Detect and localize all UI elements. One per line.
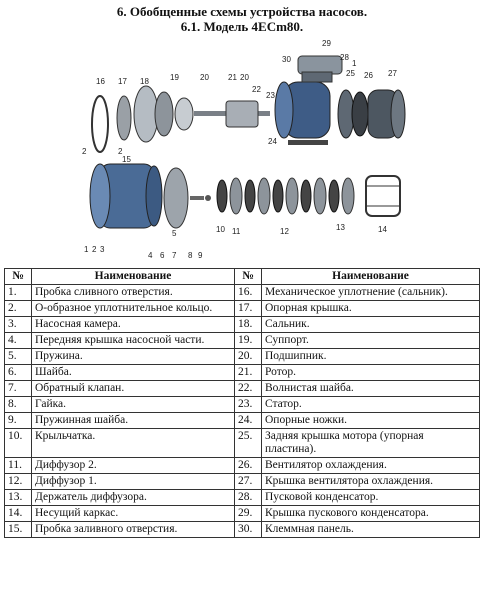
table-row: 6. Шайба. 21. Ротор.: [5, 365, 480, 381]
table-row: 4. Передняя крышка насосной части. 19. Суппорт.: [5, 333, 480, 349]
svg-text:30: 30: [282, 55, 291, 64]
svg-text:22: 22: [252, 85, 261, 94]
table-row: 7. Обратный клапан. 22. Волнистая шайба.: [5, 381, 480, 397]
table-header-row: [5, 269, 480, 285]
svg-text:2: 2: [118, 147, 123, 156]
svg-text:14: 14: [378, 225, 387, 234]
svg-text:2: 2: [92, 245, 97, 254]
exploded-pump-diagram: [70, 36, 410, 264]
table-row: 15. Пробка заливного отверстия. 30. Клеммная панель.: [5, 522, 480, 538]
svg-text:13: 13: [336, 223, 345, 232]
fan-part: [352, 92, 368, 136]
svg-text:7: 7: [172, 251, 177, 260]
svg-text:1: 1: [352, 59, 357, 68]
subsection-title: 6.1. Модель 4ECm80.: [180, 19, 304, 34]
svg-text:3: 3: [100, 245, 105, 254]
frame-part: [366, 176, 400, 216]
seal-part: [117, 96, 131, 140]
svg-text:18: 18: [140, 77, 149, 86]
table-row: 8. Гайка. 23. Статор.: [5, 397, 480, 413]
svg-text:20: 20: [200, 73, 209, 82]
svg-text:28: 28: [340, 53, 349, 62]
svg-text:21: 21: [228, 73, 237, 82]
svg-text:27: 27: [388, 69, 397, 78]
svg-text:16: 16: [96, 77, 105, 86]
svg-text:5: 5: [172, 229, 177, 238]
svg-text:12: 12: [280, 227, 289, 236]
svg-text:17: 17: [118, 77, 127, 86]
svg-text:9: 9: [198, 251, 203, 260]
table-row: 2. О-образное уплотнительное кольцо. 17. Опорная крышка.: [5, 301, 480, 317]
svg-text:8: 8: [188, 251, 193, 260]
svg-text:25: 25: [346, 69, 355, 78]
table-row: 14. Несущий каркас. 29. Крышка пускового конденсатора.: [5, 506, 480, 522]
rotor-part: [226, 101, 258, 127]
svg-text:29: 29: [322, 39, 331, 48]
table-row: 11. Диффузор 2. 26. Вентилятор охлаждения.: [5, 458, 480, 474]
section-title: 6. Обобщенные схемы устройства насосов.: [116, 4, 368, 19]
svg-text:10: 10: [216, 225, 225, 234]
svg-text:6: 6: [160, 251, 165, 260]
svg-text:4: 4: [148, 251, 153, 260]
svg-text:1: 1: [84, 245, 89, 254]
support-part: [175, 98, 193, 130]
svg-text:24: 24: [268, 137, 277, 146]
impeller-stack-part: [217, 178, 354, 214]
table-row: 3. Насосная камера. 18. Сальник.: [5, 317, 480, 333]
svg-text:23: 23: [266, 91, 275, 100]
svg-text:26: 26: [364, 71, 373, 80]
header-name: Наименование: [32, 269, 235, 285]
table-row: 12. Диффузор 1. 27. Крышка вентилятора охлаждения.: [5, 474, 480, 490]
support-cover-part: [134, 86, 158, 142]
header-number: №: [5, 269, 32, 285]
table-row: 5. Пружина. 20. Подшипник.: [5, 349, 480, 365]
svg-text:20: 20: [240, 73, 249, 82]
svg-text:2: 2: [82, 147, 87, 156]
header-number-2: №: [235, 269, 262, 285]
table-row: 13. Держатель диффузора. 28. Пусковой конденсатор.: [5, 490, 480, 506]
feet-part: [288, 140, 328, 145]
header-name-2: Наименование: [262, 269, 480, 285]
table-row: 1. Пробка сливного отверстия. 16. Механическое уплотнение (сальник).: [5, 285, 480, 301]
table-row: 9. Пружинная шайба. 24. Опорные ножки.: [5, 413, 480, 429]
capacitor-box-part: [298, 56, 342, 74]
svg-text:19: 19: [170, 73, 179, 82]
front-cover-part: [164, 168, 188, 228]
o-ring-part: [92, 96, 108, 152]
svg-text:11: 11: [232, 227, 241, 236]
svg-text:15: 15: [122, 155, 131, 164]
table-row: 10. Крыльчатка. 25. Задняя крышка мотора (упорная пластина).: [5, 429, 480, 458]
parts-table: [4, 268, 480, 538]
